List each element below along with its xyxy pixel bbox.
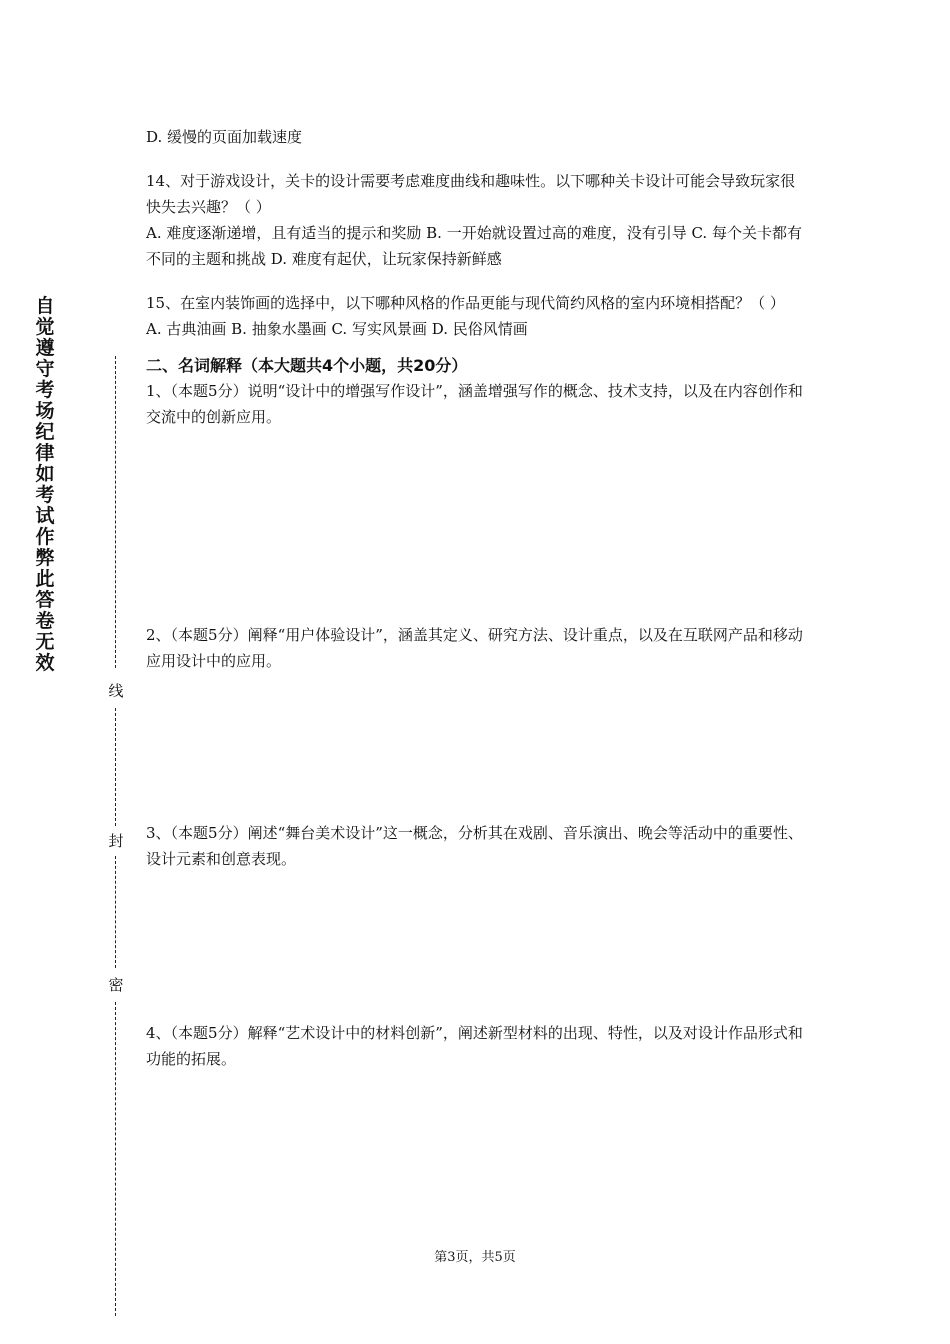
q14-options: A. 难度逐渐递增，且有适当的提示和奖励 B. 一开始就设置过高的难度，没有引导 C. 每个关卡都有不同的主题和挑战 D. 难度有起伏，让玩家保持新鲜感	[146, 224, 802, 268]
binding-dash-3	[115, 856, 116, 968]
section2-question-1: 1、（本题5分）说明“设计中的增强写作设计”，涵盖增强写作的概念、技术支持，以及在内容创作和交流中的创新应用。	[146, 382, 803, 426]
binding-dash-4	[115, 1002, 116, 1316]
q15-stem: 15、在室内装饰画的选择中，以下哪种风格的作品更能与现代简约风格的室内环境相搭配？（ ）	[146, 294, 785, 312]
question-content	[146, 124, 808, 430]
binding-dash-1	[115, 356, 116, 668]
binding-line	[104, 356, 128, 1316]
binding-mark-line: 线	[108, 682, 124, 700]
binding-mark-secret: 密	[108, 976, 124, 994]
binding-mark-seal: 封	[108, 832, 124, 850]
exam-warning-vertical: 自觉遵守考场纪律如考试作弊此答卷无效	[35, 295, 55, 674]
q13-option-d: D. 缓慢的页面加载速度	[146, 128, 303, 146]
q14-stem: 14、对于游戏设计，关卡的设计需要考虑难度曲线和趣味性。以下哪种关卡设计可能会导致玩家很快失去兴趣？（ ）	[146, 172, 796, 216]
section2-question-3: 3、（本题5分）阐述“舞台美术设计”这一概念，分析其在戏剧、音乐演出、晚会等活动中的重要性、设计元素和创意表现。	[146, 824, 803, 868]
section2-heading: 二、名词解释（本大题共4个小题，共20分）	[146, 356, 468, 375]
page-number: 第3页，共5页	[434, 1250, 516, 1265]
section2-question-4: 4、（本题5分）解释“艺术设计中的材料创新”，阐述新型材料的出现、特性，以及对设计作品形式和功能的拓展。	[146, 1024, 803, 1068]
section2-question-2: 2、（本题5分）阐释“用户体验设计”，涵盖其定义、研究方法、设计重点，以及在互联网产品和移动应用设计中的应用。	[146, 626, 803, 670]
binding-dash-2	[115, 708, 116, 826]
q15-options: A. 古典油画 B. 抽象水墨画 C. 写实风景画 D. 民俗风情画	[146, 320, 528, 338]
